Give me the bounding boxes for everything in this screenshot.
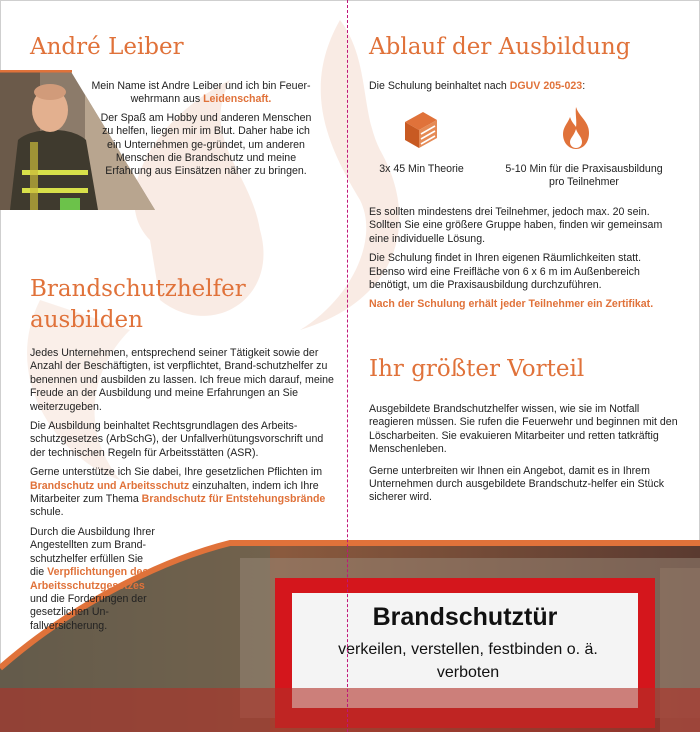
book-stack-icon bbox=[401, 108, 441, 152]
intro-text bbox=[70, 80, 332, 184]
ablauf-icons bbox=[369, 105, 689, 195]
brandschutz-paragraph-3: Gerne unterstütze ich Sie dabei, Ihre gesetzlichen Pflichten im Brandschutz und Arbeitsschutz einzuhalten, indem ich Ihre Mitarbeiter zum Thema Brandschutz für Entstehungsbrände schule. bbox=[30, 466, 326, 519]
brandschutz-body bbox=[30, 347, 335, 639]
icon2-caption: 5-10 Min für die Praxisausbildung pro Teilnehmer bbox=[505, 163, 663, 189]
brandschutz-heading: Brandschutzhelfer ausbilden bbox=[30, 276, 246, 333]
vorteil-body bbox=[369, 403, 679, 513]
left-heading: André Leiber bbox=[30, 34, 184, 60]
certificate-note: Nach der Schulung erhält jeder Teilnehmer ein Zertifikat. bbox=[369, 298, 654, 311]
ablauf-paragraph-1: Es sollten mindestens drei Teilnehmer, jedoch max. 20 sein. Sollten Sie eine größere Gruppe haben, finden wir gemeinsam eine individuelle Lösung. bbox=[369, 206, 663, 245]
intro-paragraph-1: Mein Name ist Andre Leiber und ich bin Feuer-wehrmann aus Leidenschaft. bbox=[91, 80, 311, 106]
sign-line-2: verkeilen, verstellen, festbinden o. ä. bbox=[338, 641, 598, 658]
icon1-caption: 3x 45 Min Theorie bbox=[379, 163, 464, 175]
brandschutz-paragraph-1: Jedes Unternehmen, entsprechend seiner Tätigkeit sowie der Anzahl der Beschäftigten, ist verpflichtet, Brand-schutzhelfer zu benennen und ausbilden zu lassen. Ich freue mich darauf, meine Freude an der Ausbildung und meine Erfahrungen an Sie weiterzugeben. bbox=[30, 347, 334, 413]
fold-line bbox=[347, 0, 348, 732]
ablauf-intro: Die Schulung beinhaltet nach DGUV 205-023: bbox=[369, 80, 586, 92]
flame-icon bbox=[559, 105, 593, 151]
ablauf-body bbox=[369, 206, 679, 318]
ablauf-paragraph-2: Die Schulung findet in Ihren eigenen Räumlichkeiten statt. Ebenso wird eine Freifläche von 6 x 6 m im Außenbereich benötigt, um die Praxisausbildung durchzuführen. bbox=[369, 252, 642, 292]
vorteil-paragraph-1: Ausgebildete Brandschutzhelfer wissen, wie sie im Notfall reagieren müssen. Sie rufen die Feuerwehr und beginnen mit den Löscharbeiten. Sie evakuieren Mitarbeiter und retten tatkräftig Menschenleben. bbox=[369, 403, 678, 456]
sign-line-3: verboten bbox=[436, 664, 500, 681]
brandschutz-paragraph-2: Die Ausbildung beinhaltet Rechtsgrundlagen des Arbeits-schutzgesetzes (ArbSchG), der Unfallverhütungsvorschrift und der technischen Regeln für Arbeitsstätten (ASR). bbox=[30, 420, 324, 459]
vorteil-paragraph-2: Gerne unterbreiten wir Ihnen ein Angebot, damit es in Ihrem Unternehmen durch ausgebildete Brandschutz-helfer ein Stück sicherer wird. bbox=[369, 464, 665, 504]
sign-title: Brandschutztür bbox=[372, 603, 558, 631]
intro-paragraph-2: Der Spaß am Hobby und anderen Menschen zu helfen, liegen mir im Blut. Daher habe ich ein Unternehmen ge-gründet, um anderen Menschen die Brandschutz und meine Erfahrung aus Einsätzen näher zu bringen. bbox=[100, 111, 312, 178]
ablauf-heading: Ablauf der Ausbildung bbox=[369, 34, 631, 60]
vorteil-heading: Ihr größter Vorteil bbox=[369, 356, 585, 382]
brandschutz-paragraph-4: Durch die Ausbildung Ihrer Angestellten zum Brand-schutzhelfer erfüllen Sie die Verpflichtungen des Arbeitsschutzgesetzes und die Forderungen der gesetzlichen Un-fallversicherung. bbox=[30, 525, 155, 632]
